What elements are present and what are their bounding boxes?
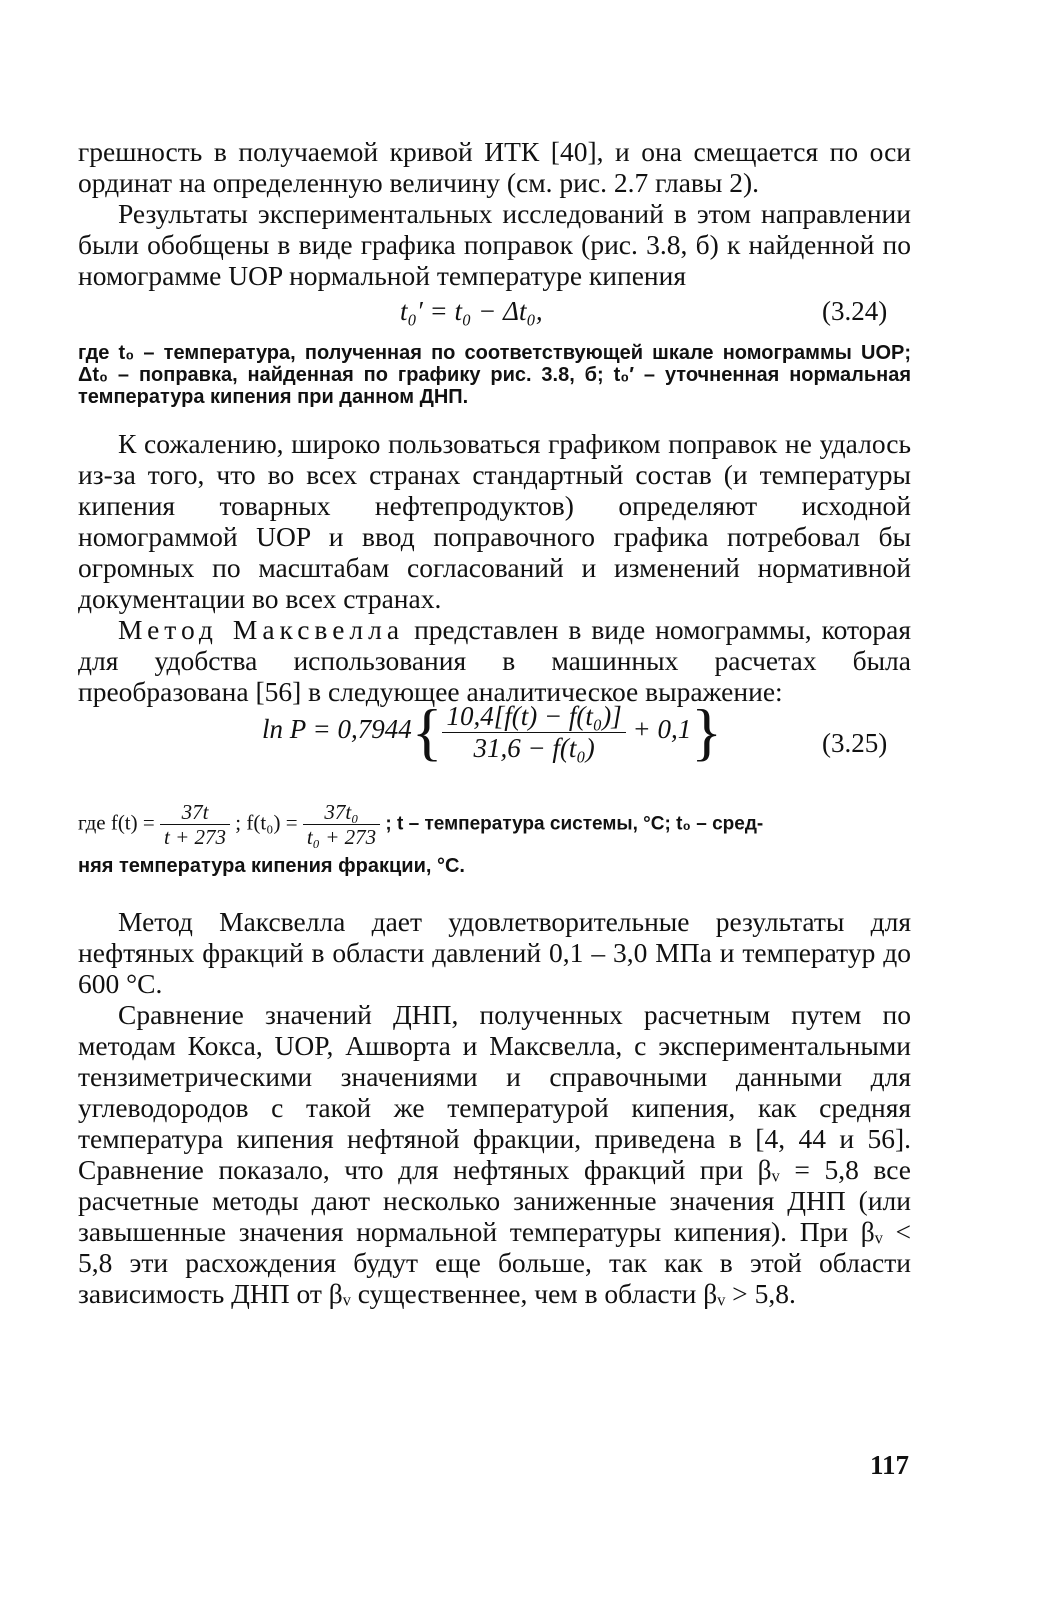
fraction-f-t — [160, 800, 230, 849]
note-2-line-1 — [78, 800, 911, 849]
text-block-bottom — [78, 906, 911, 1309]
eq-3-25-lhs: ln P = 0,7944 — [262, 714, 412, 745]
fraction-f-t-num: 37t — [160, 800, 230, 825]
paragraph-5: Метод Максвелла дает удовлетворительные результаты для нефтяных фракций в области давлений 0,1 – 3,0 МПа и температур до 600 °С. — [78, 906, 911, 999]
note-2-prefix: где f(t) = — [78, 810, 155, 835]
left-brace: { — [411, 696, 443, 767]
note-2-line-2: няя температура кипения фракции, °С. — [78, 855, 465, 877]
eq-3-25-denominator: 31,6 − f(t₀) — [473, 732, 595, 763]
fraction-f-t0-den: t₀ + 273 — [306, 825, 377, 849]
equation-3-25-number: (3.25) — [822, 728, 888, 758]
text-block-top — [78, 136, 911, 291]
eq-3-25-tail: + 0,1 — [632, 714, 692, 745]
fraction-f-t0 — [303, 800, 380, 849]
eq-3-25-numerator: 10,4[f(t) − f(t₀)] — [442, 701, 625, 733]
fraction-f-t0-num: 37t₀ — [303, 800, 380, 825]
note-block-1 — [78, 342, 911, 408]
fraction-f-t-den: t + 273 — [163, 825, 226, 849]
note-1: где t₀ – температура, полученная по соответствующей шкале номограммы UOP; Δt₀ – поправка, найденная по графику рис. 3.8, б; t₀′ – уточненная нормальная температура кипения при данном ДНП. — [78, 342, 911, 408]
paragraph-6: Сравнение значений ДНП, полученных расчетным путем по методам Кокса, UOP, Ашворта и Максвелла, с экспериментальными тензиметрическими значениями и справочными данными для углеводородов с такой же температурой кипения, как средняя температура кипения нефтяной фракции, приведена в [4, 44 и 56]. Сравнение показало, что для нефтяных фракций при βᵥ = 5,8 все расчетные методы дают несколько заниженные значения ДНП (или завышенные значения нормальной температуры кипения). При βᵥ < 5,8 эти расхождения будут еще больше, так как в этой области зависимость ДНП от βᵥ существеннее, чем в области βᵥ > 5,8. — [78, 999, 911, 1309]
paragraph-4 — [78, 614, 911, 707]
eq-3-25-fraction — [442, 701, 625, 764]
page-number: 117 — [870, 1450, 910, 1480]
equation-3-25 — [262, 696, 722, 767]
paragraph-1: грешность в получаемой кривой ИТК [40], и она смещается по оси ординат на определенную величину (см. рис. 2.7 главы 2). — [78, 136, 911, 198]
equation-3-24-number: (3.24) — [822, 296, 888, 326]
paragraph-4-rest: представлен в виде номограммы, которая для удобства использования в машинных расчетах была преобразована [56] в следующее аналитическое выражение: — [78, 614, 911, 707]
note-2-suffix: ; t – температура системы, °С; t₀ – сред- — [385, 813, 764, 835]
note-block-2 — [78, 800, 911, 877]
equation-3-24: t₀′ = t₀ − Δt₀, — [400, 296, 543, 326]
method-name: Метод Максвелла — [118, 614, 405, 645]
right-brace: } — [691, 696, 722, 767]
paragraph-2: Результаты экспериментальных исследований в этом направлении были обобщены в виде графика поправок (рис. 3.8, б) к найденной по номограмме UOP нормальной температуре кипения — [78, 198, 911, 291]
note-2-mid: ; f(t₀) = — [235, 810, 298, 835]
text-block-middle — [78, 428, 911, 707]
paragraph-3: К сожалению, широко пользоваться графиком поправок не удалось из-за того, что во всех странах стандартный состав (и температуры кипения товарных нефтепродуктов) определяют исходной номограммой UOP и ввод поправочного графика потребовал бы огромных по масштабам согласований и изменений нормативной документации во всех странах. — [78, 428, 911, 614]
